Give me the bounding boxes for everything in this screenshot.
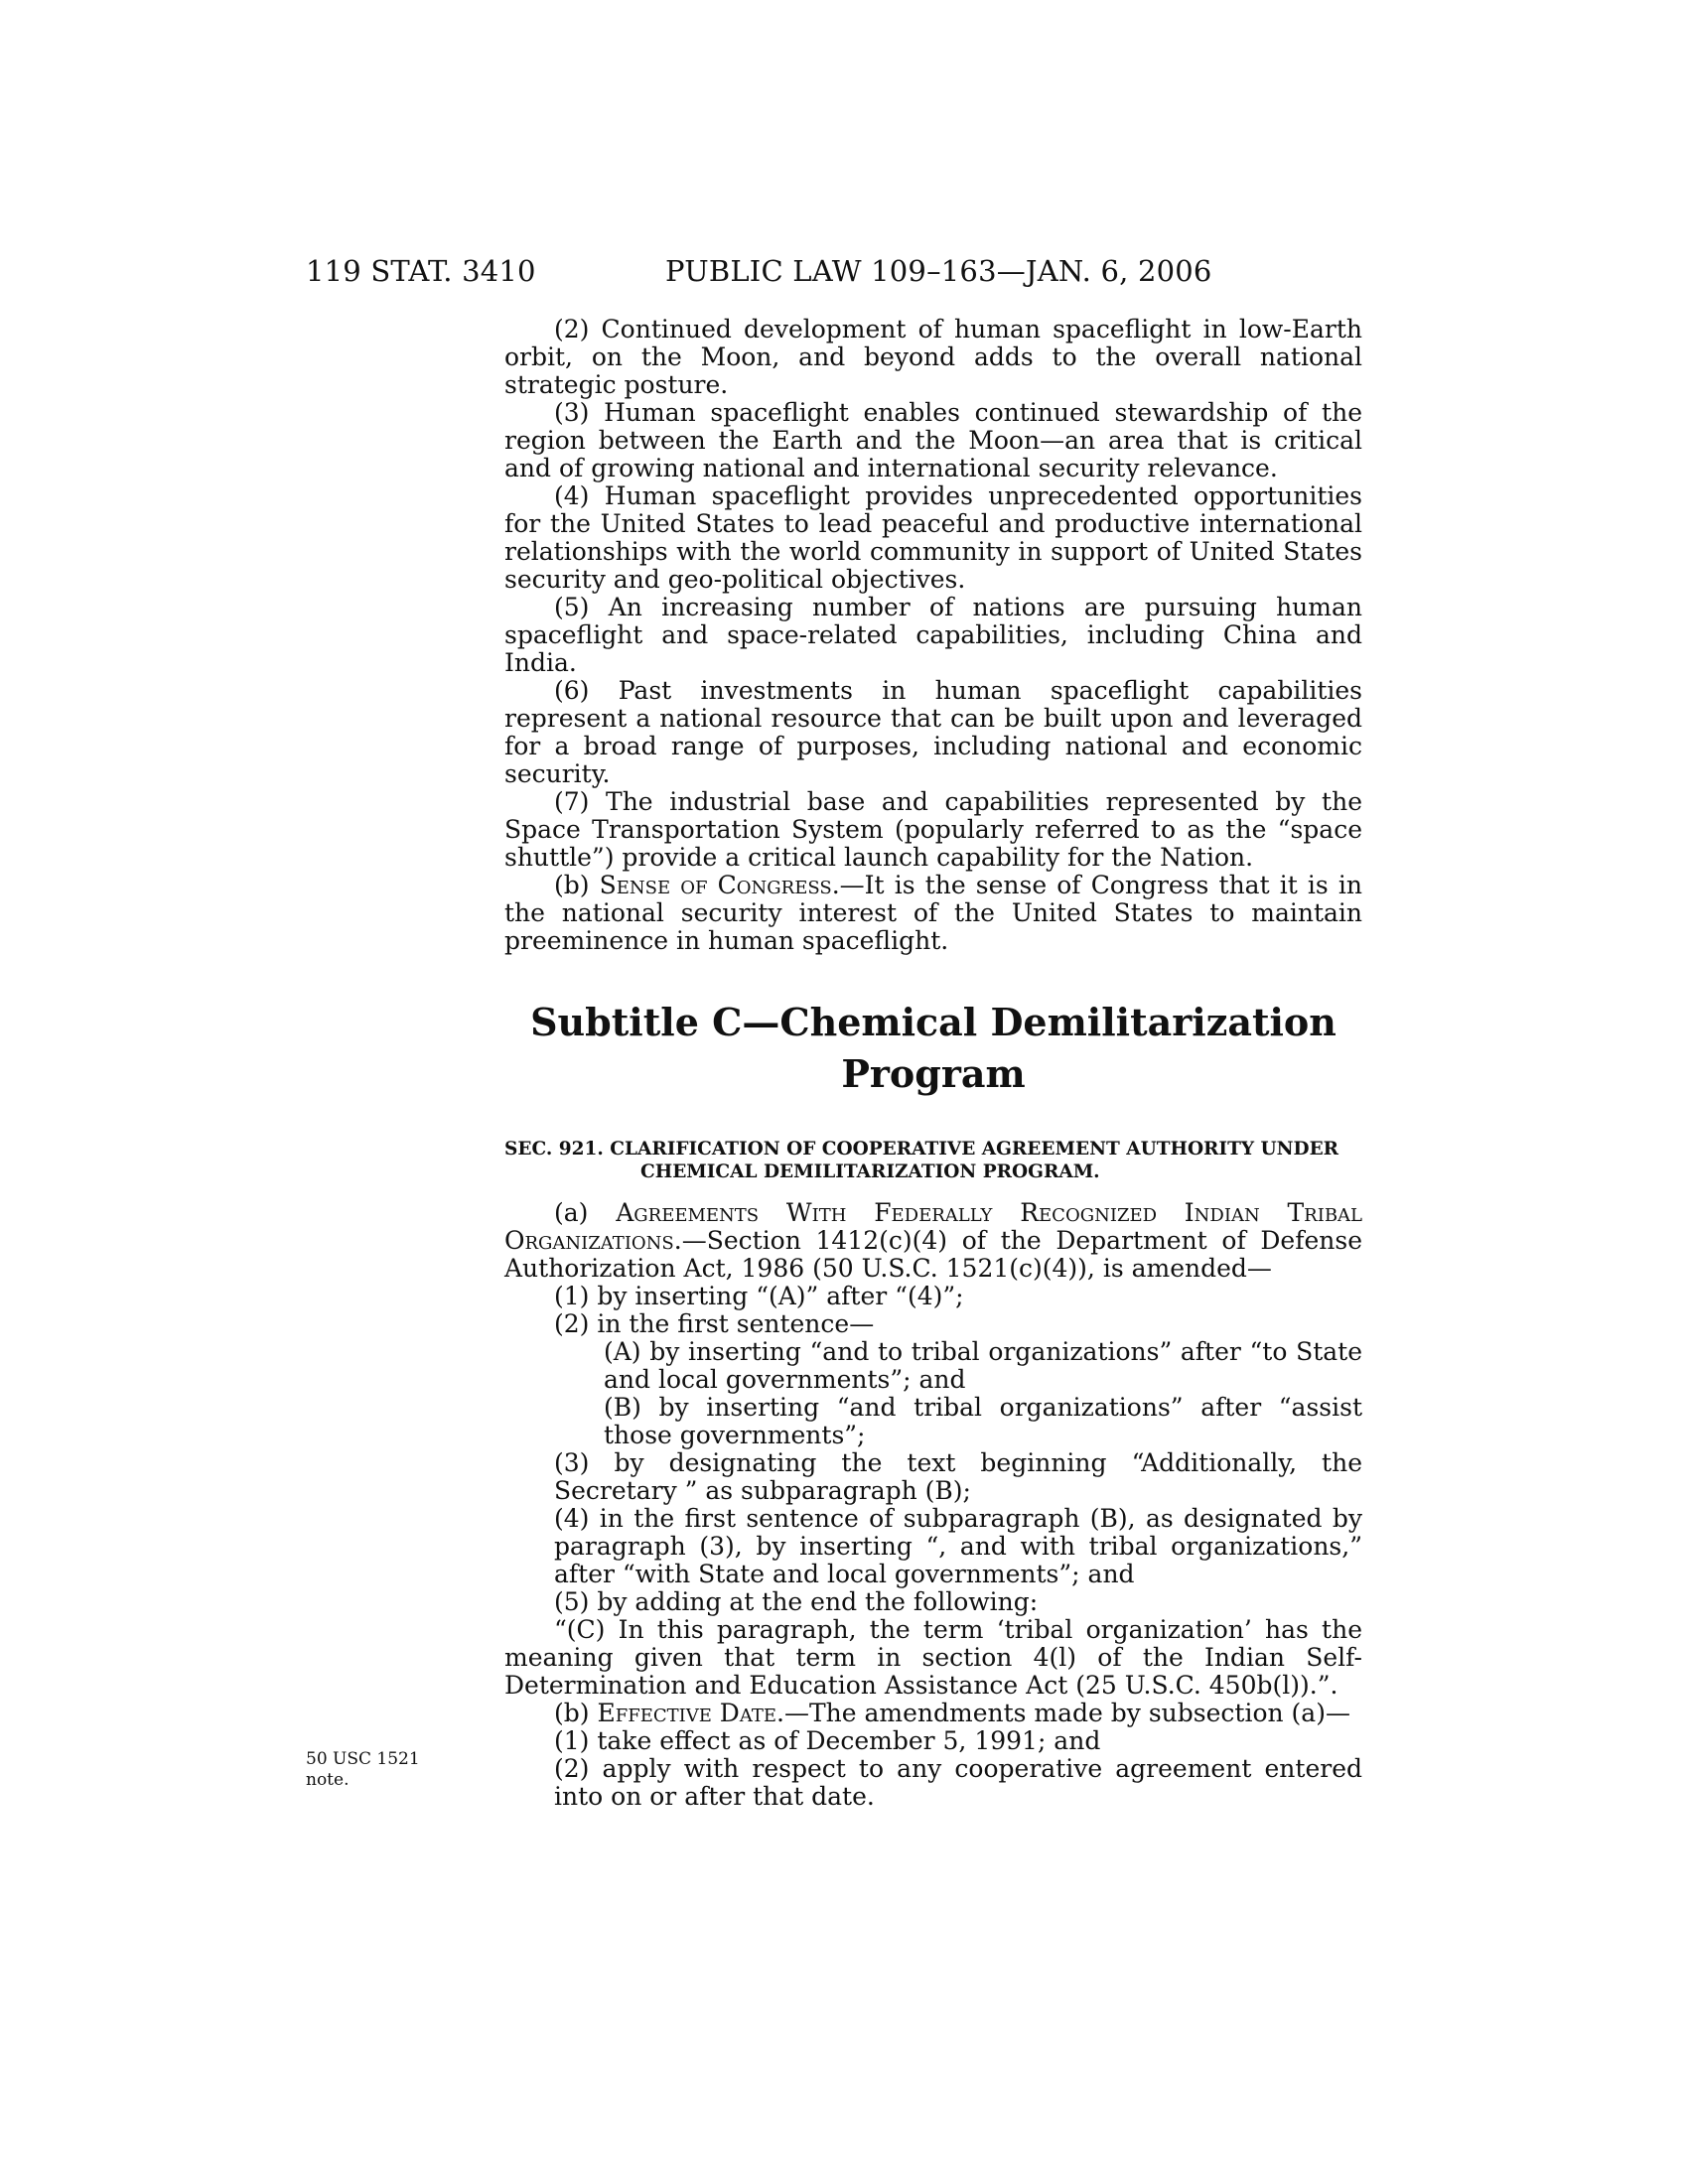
finding-6: (6) Past investments in human spaceflight capabilities represent a national resource that can be built upon and leveraged for a broad range of purposes, including national and economic security. bbox=[504, 676, 1362, 788]
margin-note: 50 USC 1521 note. bbox=[306, 1749, 420, 1790]
sense-heading: Sense of Congress. bbox=[599, 871, 840, 899]
paragraph-1: (1) by inserting “(A)” after “(4)”; bbox=[554, 1282, 964, 1310]
subsection-a-heading: Agreements With Federally Recognized Indian Tribal Organizations. bbox=[504, 1198, 1363, 1255]
sense-prefix: (b) bbox=[554, 871, 600, 899]
subparagraph-a: (A) by inserting “and to tribal organizations” after “to State and local governments”; and bbox=[604, 1337, 1362, 1394]
sense-of-congress bbox=[504, 872, 1362, 955]
effective-item-1: (1) take effect as of December 5, 1991; and bbox=[554, 1726, 1101, 1755]
subsection-b-text: —The amendments made by subsection (a)— bbox=[783, 1699, 1350, 1727]
paragraph-2: (2) in the first sentence— bbox=[554, 1309, 875, 1338]
finding-3: (3) Human spaceflight enables continued stewardship of the region between the Earth and the Moon—an area that is critical and of growing national and international security relevance. bbox=[504, 398, 1362, 482]
subtitle-line-2: Program bbox=[841, 1051, 1026, 1096]
section-heading: SEC. 921. CLARIFICATION OF COOPERATIVE AGREEMENT AUTHORITY UNDER CHEMICAL DEMILITARIZATION PROGRAM. bbox=[504, 1139, 1339, 1182]
subsection-b-prefix: (b) bbox=[554, 1699, 598, 1727]
subparagraph-b: (B) by inserting “and tribal organizations” after “assist those governments”; bbox=[604, 1393, 1362, 1449]
subsection-b-heading: Effective Date. bbox=[597, 1699, 784, 1727]
subtitle-line-1: Subtitle C—Chemical Demilitarization bbox=[530, 1000, 1336, 1044]
running-head: PUBLIC LAW 109–163—JAN. 6, 2006 bbox=[665, 254, 1212, 288]
subtitle-heading bbox=[504, 997, 1362, 1100]
finding-2: (2) Continued development of human spaceflight in low-Earth orbit, on the Moon, and beyond adds to the overall national strategic posture. bbox=[504, 315, 1362, 399]
quoted-amendment: “(C) In this paragraph, the term ‘tribal organization’ has the meaning given that term in section 4(l) of the Indian Self-Determination and Education Assistance Act (25 U.S.C. 450b(l)).”. bbox=[504, 1615, 1362, 1700]
finding-7: (7) The industrial base and capabilities represented by the Space Transportation System (popularly referred to as the “space shuttle”) provide a critical launch capability for the Nation. bbox=[504, 787, 1362, 872]
paragraph-4: (4) in the first sentence of subparagraph (B), as designated by paragraph (3), by inserting “, and with tribal organizations,” after “with State and local governments”; and bbox=[554, 1504, 1362, 1588]
effective-item-2: (2) apply with respect to any cooperative agreement entered into on or after that date. bbox=[554, 1754, 1362, 1811]
subsection-b bbox=[504, 1700, 1362, 1727]
finding-5: (5) An increasing number of nations are pursuing human spaceflight and space-related capabilities, including China and India. bbox=[504, 593, 1362, 677]
subsection-a-prefix: (a) bbox=[554, 1198, 617, 1227]
finding-4: (4) Human spaceflight provides unprecedented opportunities for the United States to lead peaceful and productive international relationships with the world community in support of United States security and geo-political objectives. bbox=[504, 481, 1362, 594]
paragraph-5: (5) by adding at the end the following: bbox=[554, 1587, 1039, 1616]
sense-text: —It is the sense of Congress that it is in the national security interest of the United States to maintain preeminence in human spaceflight. bbox=[504, 871, 1362, 955]
subsection-a bbox=[504, 1199, 1362, 1283]
paragraph-3: (3) by designating the text beginning “Additionally, the Secretary ” as subparagraph (B); bbox=[554, 1448, 1362, 1505]
page-body bbox=[504, 316, 1362, 1811]
statute-page-number: 119 STAT. 3410 bbox=[306, 254, 536, 288]
subsection-a-text: —Section 1412(c)(4) of the Department of Defense Authorization Act, 1986 (50 U.S.C. 1521(c)(4)), is amended— bbox=[504, 1226, 1362, 1283]
